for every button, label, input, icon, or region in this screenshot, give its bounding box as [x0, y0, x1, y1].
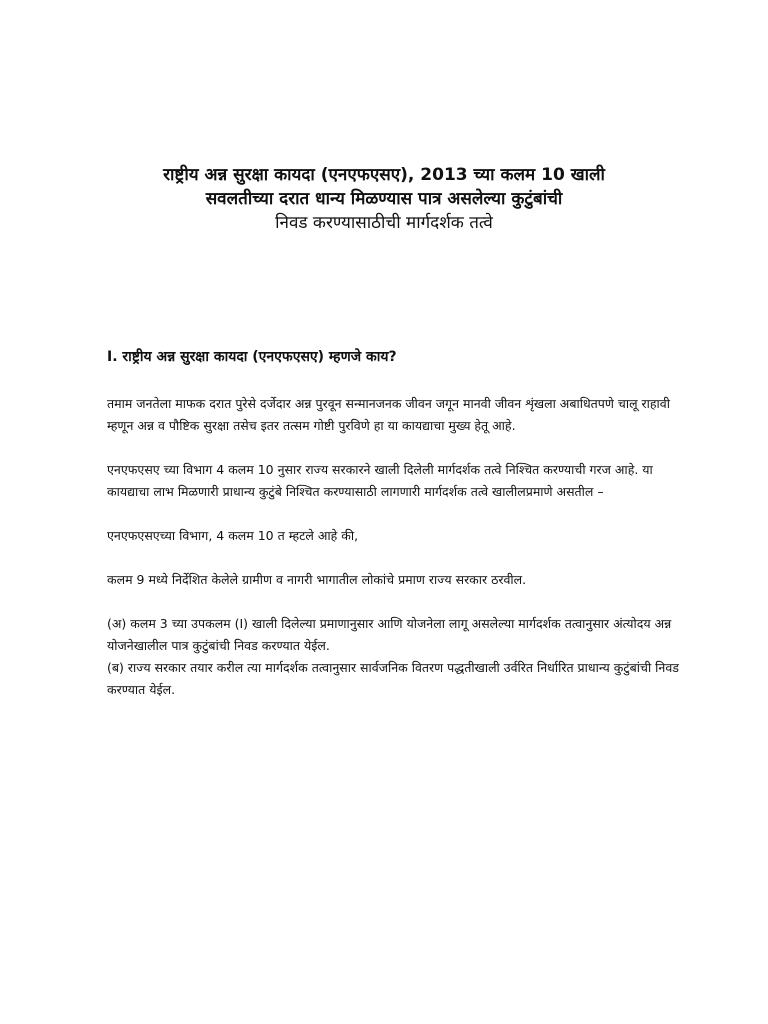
title-line-3: निवड करण्यासाठीची मार्गदर्शक तत्वे: [275, 213, 493, 233]
document-title: [80, 163, 688, 235]
clause-b: (ब) राज्य सरकार तयार करील त्या मार्गदर्शक तत्वानुसार सार्वजनिक वितरण पद्धतीखाली उर्वरित निर्धारित प्राधान्य कुटुंबांची निवड करण्यात येईल.: [107, 660, 679, 697]
paragraph-section-4: एनएफएसएच्या विभाग, 4 कलम 10 त म्हटले आहे की,: [107, 528, 359, 543]
title-line-1: राष्ट्रीय अन्न सुरक्षा कायदा (एनएफएसए), 2013 च्या कलम 10 खाली: [163, 165, 605, 185]
title-line-2: सवलतीच्या दरात धान्य मिळण्यास पात्र असलेल्या कुटुंबांची: [205, 189, 563, 209]
document-body: [107, 393, 687, 701]
section-heading: I. राष्ट्रीय अन्न सुरक्षा कायदा (एनएफएसए) म्हणजे काय?: [107, 349, 397, 365]
paragraph-section-9: कलम 9 मध्ये निर्देशित केलेले ग्रामीण व नागरी भागातील लोकांचे प्रमाण राज्य सरकार ठरवील.: [107, 572, 527, 587]
paragraph-guidelines: एनएफएसए च्या विभाग 4 कलम 10 नुसार राज्य सरकारने खाली दिलेली मार्गदर्शक तत्वे निश्चित करण्याची गरज आहे. या कायद्याचा लाभ मिळणारी प्राधान्य कुटुंबे निश्चित करण्यासाठी लागणारी मार्गदर्शक तत्वे खालीलप्रमाणे असतील –: [107, 462, 653, 499]
clause-a: (अ) कलम 3 च्या उपकलम (I) खाली दिलेल्या प्रमाणानुसार आणि योजनेला लागू असलेल्या मार्गदर्शक तत्वानुसार अंत्योदय अन्न योजनेखालील पात्र कुटुंबांची निवड करण्यात येईल.: [107, 616, 672, 653]
paragraph-purpose: तमाम जनतेला माफक दरात पुरेसे दर्जेदार अन्न पुरवून सन्मानजनक जीवन जगून मानवी जीवन शृंखला अबाधितपणे चालू राहावी म्हणून अन्न व पौष्टिक सुरक्षा तसेच इतर तत्सम गोष्टी पुरविणे हा या कायद्याचा मुख्य हेतू आहे.: [107, 396, 670, 433]
